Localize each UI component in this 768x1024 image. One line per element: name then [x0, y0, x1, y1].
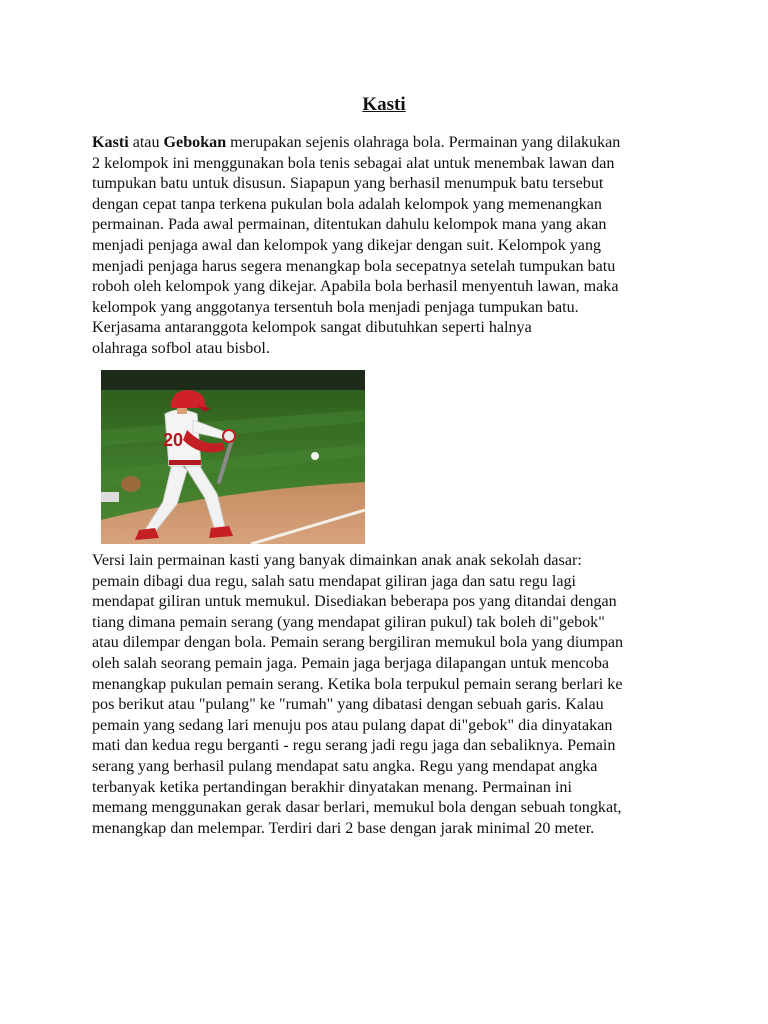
paragraph-line: menangkap pukulan pemain serang. Ketika bola terpukul pemain serang berlari ke: [92, 675, 623, 693]
paragraph-line: serang yang berhasil pulang mendapat satu angka. Regu yang mendapat angka: [92, 757, 598, 775]
paragraph-line: 2 kelompok ini menggunakan bola tenis sebagai alat untuk menembak lawan dan: [92, 154, 615, 172]
connector-text: atau: [128, 134, 164, 151]
stadium-background: [101, 370, 365, 392]
page-title: Kasti: [362, 94, 406, 115]
term-kasti: Kasti: [92, 134, 129, 151]
term-gebokan: Gebokan: [163, 134, 227, 151]
paragraph-line: tiang dimana pemain serang (yang mendapat giliran pukul) tak boleh di"gebok": [92, 613, 605, 631]
paragraph-line: menangkap dan melempar. Terdiri dari 2 base dengan jarak minimal 20 meter.: [92, 819, 595, 837]
paragraph-line: menjadi penjaga harus segera menangkap bola secepatnya setelah tumpukan batu: [92, 257, 616, 275]
paragraph-line: permainan. Pada awal permainan, ditentukan dahulu kelompok mana yang akan: [92, 216, 607, 234]
baseball-batter-photo: [101, 370, 365, 544]
paragraph-line: oleh salah seorang pemain jaga. Pemain jaga berjaga dilapangan untuk mencoba: [92, 654, 610, 672]
paragraph-line: memang menggunakan gerak dasar berlari, memukul bola dengan sebuah tongkat,: [92, 799, 622, 817]
paragraph-line: dengan cepat tanpa terkena pukulan bola adalah kelompok yang memenangkan: [92, 195, 602, 213]
paragraph-intro: [92, 133, 682, 360]
batter-illustration: [101, 370, 365, 544]
paragraph-line: Versi lain permainan kasti yang banyak dimainkan anak anak sekolah dasar:: [92, 552, 582, 569]
paragraph-line: kelompok yang anggotanya tersentuh bola menjadi penjaga tumpukan batu.: [92, 298, 579, 316]
paragraph-line: tumpukan batu untuk disusun. Siapapun yang berhasil menumpuk batu tersebut: [92, 175, 604, 193]
paragraph-line: pos berikut atau "pulang" ke "rumah" yang dibatasi dengan sebuah garis. Kalau: [92, 696, 604, 714]
paragraph-line: mendapat giliran untuk memukul. Disediakan beberapa pos yang ditandai dengan: [92, 593, 617, 611]
jersey-number: 20: [163, 430, 184, 450]
catcher-glove: [121, 476, 141, 492]
paragraph-line: merupakan sejenis olahraga bola. Permainan yang dilakukan: [226, 134, 621, 151]
paragraph-line: olahraga sofbol atau bisbol.: [92, 339, 270, 357]
paragraph-line: roboh oleh kelompok yang dikejar. Apabila bola berhasil menyentuh lawan, maka: [92, 278, 619, 296]
paragraph-line: mati dan kedua regu berganti - regu serang jadi regu jaga dan sebaliknya. Pemain: [92, 737, 616, 755]
paragraph-line: pemain yang sedang lari menuju pos atau pulang dapat di"gebok" dia dinyatakan: [92, 716, 613, 734]
paragraph-line: atau dilempar dengan bola. Pemain serang bergiliran memukul bola yang diumpan: [92, 634, 624, 652]
batter-belt: [169, 460, 201, 465]
paragraph-line: Kerjasama antaranggota kelompok sangat dibutuhkan seperti halnya: [92, 319, 532, 337]
paragraph-line: pemain dibagi dua regu, salah satu mendapat giliran jaga dan satu regu lagi: [92, 572, 576, 590]
paragraph-line: terbanyak ketika pertandingan berakhir dinyatakan menang. Permainan ini: [92, 778, 572, 796]
catcher-arm: [101, 492, 119, 502]
baseball: [311, 452, 319, 460]
paragraph-version: [92, 551, 682, 839]
paragraph-line: menjadi penjaga awal dan kelompok yang dikejar dengan suit. Kelompok yang: [92, 236, 602, 254]
batting-gloves: [223, 430, 235, 442]
